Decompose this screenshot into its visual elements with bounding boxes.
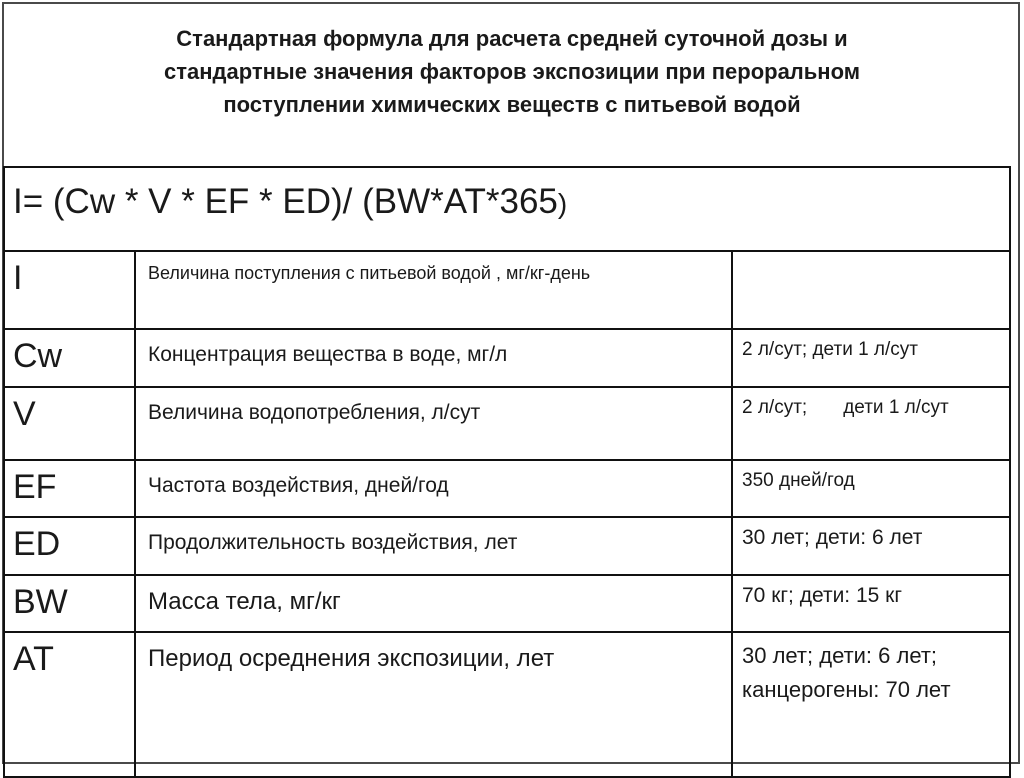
slide-title: [40, 22, 984, 121]
table-row: [4, 517, 1010, 575]
symbol-cell: Cw: [4, 329, 135, 387]
formula-close-paren: ): [557, 188, 568, 219]
table-row: [4, 632, 1010, 777]
description-cell: Продолжительность воздействия, лет: [135, 517, 732, 575]
table-row: [4, 387, 1010, 460]
formula-text: I= (Cw * V * EF * ED)/ (BW*AT*365: [13, 182, 558, 221]
description-cell: Частота воздействия, дней/год: [135, 460, 732, 517]
formula-row: [4, 167, 1010, 251]
slide-title-line-1: Стандартная формула для расчета средней суточной дозы и: [176, 26, 848, 51]
description-cell: Величина водопотребления, л/сут: [135, 387, 732, 460]
table-row: [4, 251, 1010, 329]
description-cell: Величина поступления с питьевой водой , мг/кг-день: [135, 251, 732, 329]
symbol-cell: BW: [4, 575, 135, 632]
value-cell: 30 лет; дети: 6 лет: [732, 517, 1010, 575]
value-cell: 70 кг; дети: 15 кг: [732, 575, 1010, 632]
symbol-cell: V: [4, 387, 135, 460]
table-row: [4, 329, 1010, 387]
value-cell: 350 дней/год: [732, 460, 1010, 517]
symbol-cell: EF: [4, 460, 135, 517]
formula-cell: [4, 167, 1010, 251]
table-row: [4, 460, 1010, 517]
value-cell: 2 л/сут; дети 1 л/сут: [732, 329, 1010, 387]
slide-title-line-2: стандартные значения факторов экспозиции при пероральном: [163, 59, 861, 84]
table-row: [4, 575, 1010, 632]
symbol-cell: ED: [4, 517, 135, 575]
value-cell: 30 лет; дети: 6 лет; канцерогены: 70 лет: [732, 632, 1010, 777]
symbol-cell: I: [4, 251, 135, 329]
description-cell: Концентрация вещества в воде, мг/л: [135, 329, 732, 387]
symbol-cell: AT: [4, 632, 135, 777]
exposure-parameters-table: [3, 166, 1011, 778]
value-part-1: 2 л/сут;: [742, 397, 808, 418]
description-cell: Период осреднения экспозиции, лет: [135, 632, 732, 777]
value-cell: [732, 387, 1010, 460]
description-cell: Масса тела, мг/кг: [135, 575, 732, 632]
slide-title-line-3: поступлении химических веществ с питьевой водой: [223, 92, 801, 117]
value-cell: [732, 251, 1010, 329]
value-part-2: дети 1 л/сут: [843, 397, 949, 418]
